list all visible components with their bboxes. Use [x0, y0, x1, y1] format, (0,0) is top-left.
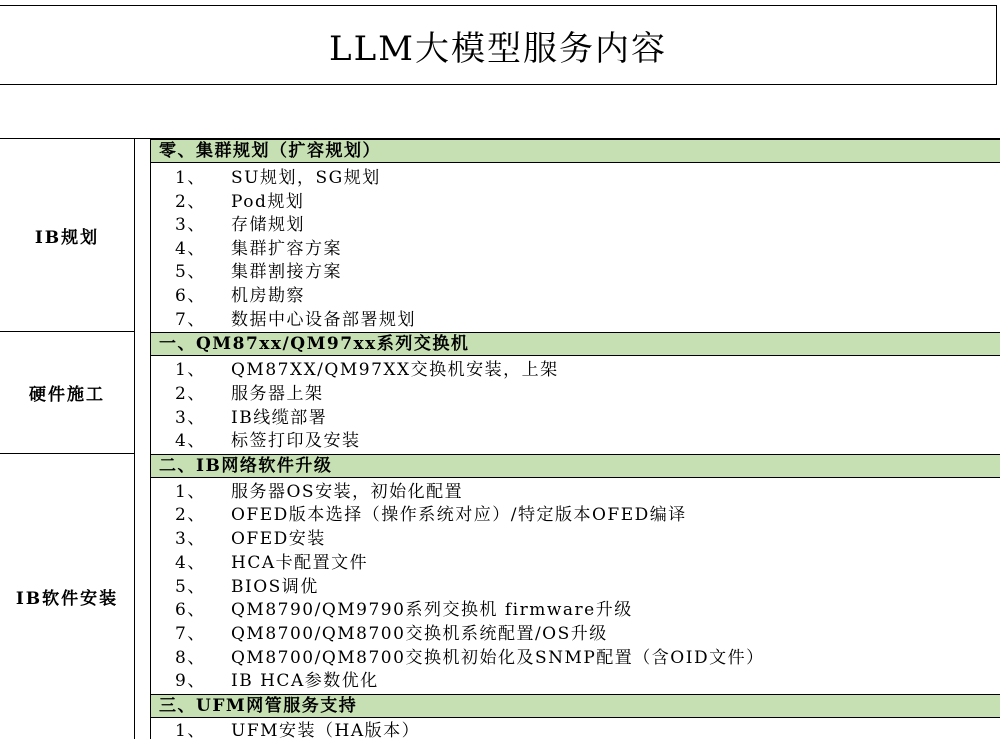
category-ib-planning: IB规划 — [0, 139, 135, 332]
service-table — [0, 138, 1000, 739]
page-title: LLM大模型服务内容 — [0, 5, 997, 85]
category-hardware-install: 硬件施工 — [0, 332, 135, 454]
section-header-ufm-support: 三、UFM网管服务支持 — [151, 694, 1000, 718]
content-column: 零、集群规划（扩容规划） 1、 SU规划，SG规划 2、 Pod规划 3、 存储规划 4、 集群扩容方案 5、 集群割接方案 6、 机房勘察 7、 数据中心设备部署规划 一、QM87xx/QM97xx系列交换机 1、 QM87XX/QM97XX交换机安装，上架 2、 服务器上架 3、 IB线缆部署 4、 标签打印及安装 二、IB网络软件升级 1、 服务器OS安装，初始化配置 2、 OFED版本选择（操作系统对应）/特定版本OFED编译 3、 OFED安装 4、 HCA卡配置文件 5、 BIOS调优 6、 QM8790/QM9790系列交换机 firmware升级 7、 QM8700/QM8700交换机系统配置/OS升级 8、 QM8700/QM8700交换机初始化及SNMP配置（含OID文件） 9、 IB HCA参数优化 三、UFM网管服务支持 1、 UFM安装（HA版本） — [150, 139, 1000, 739]
section-header-switch-series: 一、QM87xx/QM97xx系列交换机 — [151, 332, 1000, 356]
section-header-cluster-planning: 零、集群规划（扩容规划） — [151, 139, 1000, 163]
category-ib-software: IB软件安装 — [0, 454, 135, 739]
section-header-ib-software-upgrade: 二、IB网络软件升级 — [151, 454, 1000, 478]
